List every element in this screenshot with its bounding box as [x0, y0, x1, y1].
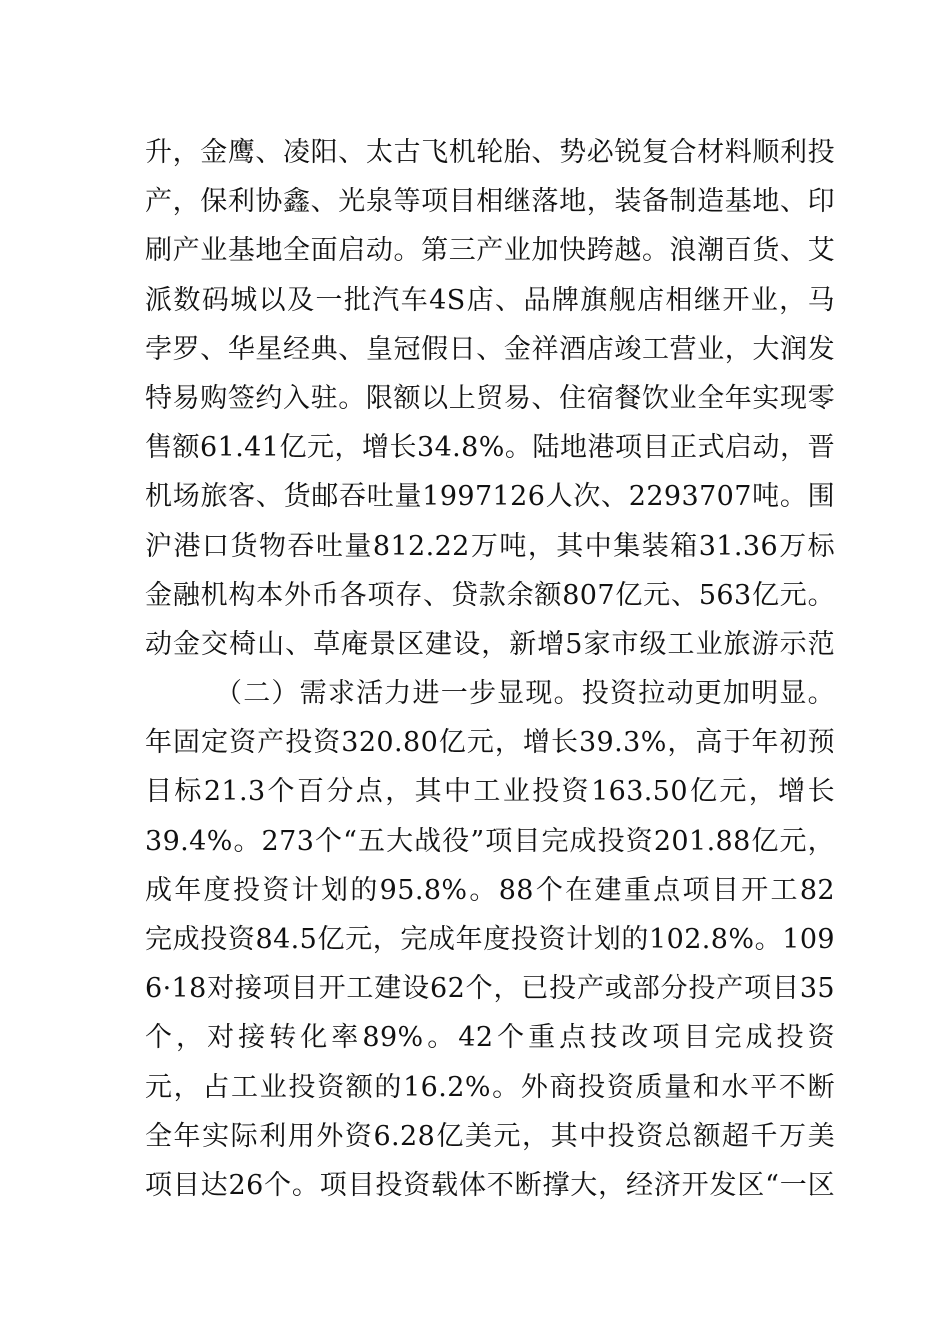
text-line-14: 目标21.3个百分点，其中工业投资163.50亿元，增长: [145, 776, 835, 808]
text-line-21: 全年实际利用外资6.28亿美元，其中投资总额超千万美: [145, 1120, 835, 1152]
text-line-19: 个，对接转化率89%。42个重点技改项目完成投资: [145, 1022, 835, 1054]
text-line-17: 完成投资84.5亿元，完成年度投资计划的102.8%。109: [145, 924, 835, 955]
body-text: [145, 128, 835, 1210]
text-line-5: 孛罗、华星经典、皇冠假日、金祥酒店竣工营业，大润发: [145, 333, 835, 365]
section-heading-line: （二）需求活力进一步显现。投资拉动更加明显。: [215, 678, 835, 710]
text-line-4: 派数码城以及一批汽车4S店、品牌旗舰店相继开业，马: [145, 284, 835, 316]
text-line-10: 金融机构本外币各项存、贷款余额807亿元、563亿元。: [145, 579, 835, 611]
text-line-11: 动金交椅山、草庵景区建设，新增5家市级工业旅游示范: [145, 628, 835, 660]
text-line-2: 产，保利协鑫、光泉等项目相继落地，装备制造基地、印: [145, 186, 835, 218]
text-line-9: 沪港口货物吞吐量812.22万吨，其中集装箱31.36万标: [145, 530, 835, 562]
text-line-6: 特易购签约入驻。限额以上贸易、住宿餐饮业全年实现零: [145, 382, 835, 414]
text-line-1: 升，金鹰、凌阳、太古飞机轮胎、势必锐复合材料顺利投: [145, 137, 835, 168]
text-line-7: 售额61.41亿元，增长34.8%。陆地港项目正式启动，晋: [145, 432, 835, 464]
text-line-3: 刷产业基地全面启动。第三产业加快跨越。浪潮百货、艾: [145, 235, 835, 267]
text-line-15: 39.4%。273个“五大战役”项目完成投资201.88亿元，: [145, 825, 835, 857]
text-line-13: 年固定资产投资320.80亿元，增长39.3%，高于年初预: [145, 727, 835, 759]
text-line-22: 项目达26个。项目投资载体不断撑大，经济开发区“一区: [145, 1169, 835, 1201]
text-line-16: 成年度投资计划的95.8%。88个在建重点项目开工82: [145, 874, 835, 906]
text-line-18: 6·18对接项目开工建设62个，已投产或部分投产项目35: [145, 973, 835, 1005]
text-line-20: 元，占工业投资额的16.2%。外商投资质量和水平不断: [145, 1071, 835, 1103]
text-line-8: 机场旅客、货邮吞吐量1997126人次、229370​7吨。围: [145, 481, 835, 513]
